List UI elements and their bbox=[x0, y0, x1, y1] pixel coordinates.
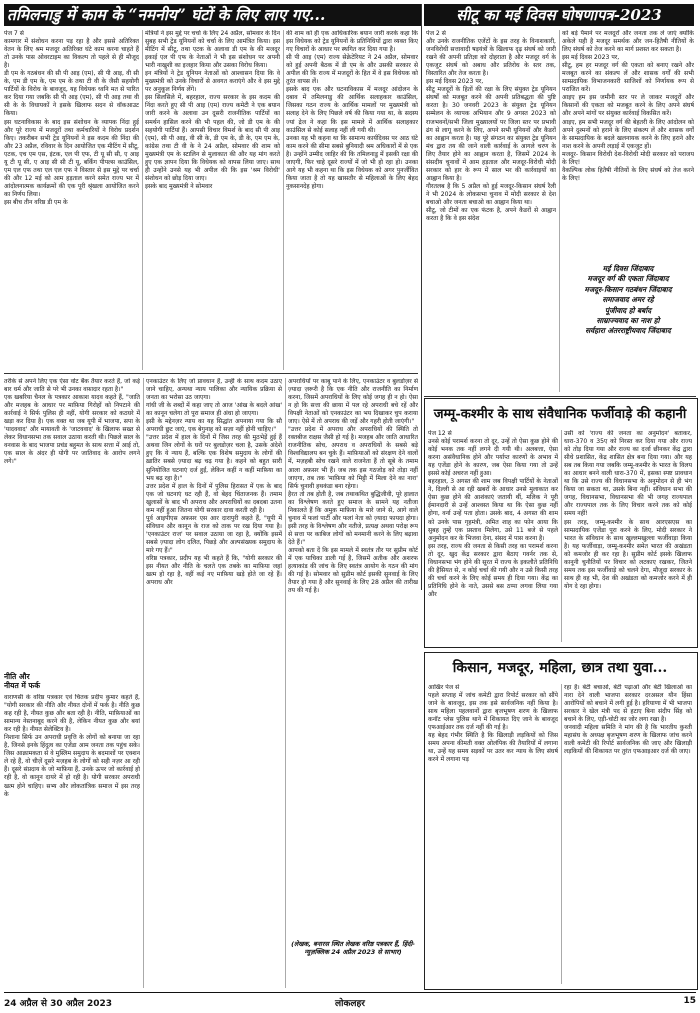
jk-article-col1: पेज 12 से उनसे कोई परामर्श करना तो दूर, उन्हें तो ऐसा कुछ होने की कोई भनक तक नहीं लगने दी गयी थी। अलबत्ता, ऐसा करना असंवैधानिक होने और पर्याप्त कारणों के अभाव में यह एजेंडा होने के कारण, जब ऐसा किया गया तो उन्हें इससे कोई अचरज नहीं हुआ। बहरहाल, 3 अगस्त की शाम जब विपक्षी पार्टियों के नेताओं ने, दिल्ली से आ रही खबरों के आधार उनसे मुलाकात कर ऐसा कुछ होने की आशंकाएं जतायी थीं, मलिक ने पूरी ईमानदारी से उन्हें आश्वस्त किया था कि ऐसा कुछ नहीं होगा, वर्ना उन्हें पता होता। उसके बाद, 4 अगस्त की शाम को उनके पास गृहमंत्री, अमित शाह का फोन आया कि सुबह तुम्हें एक प्रस्ताव मिलेगा, उसे 11 बजे से पहले अनुमोदन कर के भिजवा देना, संसद में पास करना है। इस तरह, राज्य की जनता से किसी तरह का परामर्श करना तो दूर, खुद केंद्र सरकार द्वारा बैठाए गवर्नर तक से, विधानसभा भंग होने की सूरत में राज्य के इकलौते प्रतिनिधि की हैसियत से, न कोई चर्चा की गयी और न उसे किसी तरह की चर्चा करने के लिए कोई समय ही दिया गया। केंद्र का प्रतिनिधि होने के नाते, उससे बस ठप्पा लगवा लिया गया और bbox=[428, 430, 558, 598]
jk-article-col2: उसी को 'राज्य की जनता का अनुमोदन' बताकर, धारा-370 व 35ए को निरस्त कर दिया गया और राज्य को तोड़ दिया गया और राज्य का दर्जा छीनकर केंद्र द्वारा सीधे प्रशासित, केंद्र शासित क्षेत्र बना दिया गया। और यह सब तब किया गया जबकि जम्मू-कश्मीर के भारत के विलय का आधार बनने वाली धारा-370 में, इसका स्पष्ट प्रावधान था कि उसे राज्य की विधानसभा के अनुमोदन से ही भंग किया जा सकता था, उसके बिना नहीं। संविधान सभा की जगह, विधानसभा, विधानसभा की भी जगह राज्यपाल और राज्यपाल तक के लिए विचार करने तक को कोई समय नहीं! इस तरह, जम्मू-कश्मीर के साथ आरएसएस का साम्प्रदायिक एजेंडा पूरा करने के लिए, मोदी सरकार ने भारत के संविधान के साथ खुल्लमखुल्ला फर्जीवाड़ा किया है। यह फर्जीवाड़ा, जम्मू-कश्मीर समेत भारत की अखंडता को कमजोर ही कर रहा है। सुप्रीम कोर्ट इसके खिलाफ कानूनी चुनौतियों पर विचार को लटकाए रखकर, जितने समय तक इस फर्जीवाड़े को चलने देगा, मौजूदा सरकार के साथ ही वह भी, देश की अखंडता को कमजोर करने में ही योग दे रहा होगा। bbox=[564, 430, 692, 590]
headline-kisan: किसान, मजदूर, महिला, छात्र तथा युवा... bbox=[452, 660, 668, 676]
citu-manifesto-col1: पेज 2 से और उनके राजनीतिक एजेंटों के इस तरह के विनाशकारी, जनविरोधी सत्तावादी षड़यंत्रों के खिलाफ दृढ़ संघर्ष को जारी रखने की अपनी प्रतिज्ञा को दोहराता है और मजदूर वर्ग के एकजुट संघर्ष को अबाध और प्रतिरोध के स्तर तक, विस्तारित और तेज करता है। इस मई दिवस 2023 पर, सीटू मजदूरों के हितों की रक्षा के लिए संयुक्त ट्रेड यूनियन संघर्षों को मजबूत करने की अपनी प्रतिबद्धता की पुष्टि करता है। 30 जनवरी 2023 के संयुक्त ट्रेड यूनियन सम्मेलन के व्यापक अभियान और 9 अगस्त 2023 को राजभवनों/सभी जिला मुख्यालयों पर जिला स्तर पर प्रभावी ढंग से लागू करने के लिए, अपने सभी यूनियनों और कैडरों का आह्वान करता है। यह पूरे संगठन का संयुक्त ट्रेड यूनियन मंच द्वारा तय की जाने वाली कार्रवाई के आगले चरण के लिए तैयार होने का आह्वान करता है, जिसमें 2024 के संसदीय चुनावों में आम हड़ताल और मजदूर-विरोधी मोदी सरकार को हार के रूप में साल भर की कार्रवाइयों का आह्वान किया है। गौरतलब है कि 5 अप्रैल को हुई मजदूर-किसान संघर्ष रैली ने भी 2024 के लोकसभा चुनाव में मोदी सरकार से देश बचाओ और जनता बचाओ का आह्वान किया था। सीटू, जो टीमों का एक फंटक है, अपने कैडरों से आह्वान करता है कि वे इस संदेश bbox=[426, 30, 556, 223]
niti-niyat-subhead: नीति और नीयत में फर्क bbox=[4, 672, 40, 690]
slogan: मजदूर-किसान गठबंधन जिंदाबाद bbox=[584, 284, 672, 294]
kisan-article-col1: आखिर पेज से पहले सप्ताह में जांच कमेटी द्वारा रिपोर्ट सरकार को सौंपे जाने के बावजूद, इस तक इसे सार्वजनिक नहीं किया है। साथ महिला पहलवानों द्वारा बृजभूषण शरण के खिलाफ कनॉट प्लेस पुलिस थाने में शिकायत दिए जाने के बावजूद एफआईआर तक दर्ज नहीं की गई है। यह बेहद गंभीर स्थिति है कि खिलाड़ी लड़कियों को जिस समय अपना कीमती वक्त ओलंपिक की तैयारियों में लगाना था, उन्हें यह समय सड़कों पर उतर कर न्याय के लिए संघर्ष करने में लगाना पड़ bbox=[428, 684, 558, 764]
up-article-col1b: वाराणसी के वरिष्ठ पत्रकार एवं चिंतक प्रदीप कुमार कहते हैं, "योगी सरकार की नीति और नीयत दोनों में फर्क है। नीति कुछ कह रही है, नीयत कुछ और बता रही है। नीति, माफ़ियाओं का सामान्य नेस्तनाबूद करने की है, लेकिन नीयत कुछ और बयां कर रही है। नीयत सेलेक्टिव है। निशाना सिर्फ उन अपराधी प्रवृत्ति के लोगों को बनाया जा रहा है, जिनसे इनके हिंदुत्व का एजेंडा आम जनता तक पहुंच सके। जिस आक्रामकता से वे मुस्लिम समुदाय के बदमाशों पर एक्शन ले रहे हैं, वो चीज़ें दूसरे मज़हब के लोगों को सही नज़र आ रही हैं। दूसरे संप्रदाय के जो माफ़िया हैं, उनके ऊपर जो कार्रवाई हो रही है, वो कानून दायरे में हो रही है। योगी सरकार अपराधी खत्म होने चाहिए। सभ्य और लोकतांत्रिक समाज में इस तरह के bbox=[4, 694, 140, 798]
footer-date: 24 अप्रैल से 30 अप्रैल 2023 bbox=[4, 999, 113, 1009]
up-article-col1a: तरीके से अपने लिए एक ऐसा वोट बैंक तैयार करते हैं, जो कई बार धर्म और जाति से परे भी उनका वफ़ादार रहता है।" एक खबरिया चैनल के पत्रकार आकाश यादव कहते हैं, "जाति और मजहब के आधार पर माफ़िया गिरोहों को निपटाने की कार्रवाई ने सिर्फ पुलिस ही नहीं, योगी सरकार को कठघरे में खड़ा कर दिया है। एक वक्त था जब यूपी में भाजपा, सपा के 'यादववाद' और मायावती के 'जाटववाद' के खिलाफ सख्त से लेकर विधानसभा तक सवाल उठाया करती थी। पिछले साल के वनवास के बाद भाजपा प्रचंड बहुमत के साथ सत्ता में आई तो, एक साल के अंदर ही योगी पर जातिवाद के आरोप लगने लगे।" bbox=[4, 378, 140, 466]
slogan: सर्वहारा अंतरराष्ट्रीयवाद जिंदाबाद bbox=[585, 326, 671, 336]
citu-slogans bbox=[562, 264, 694, 388]
footer-paper-name: लोकलहर bbox=[335, 999, 365, 1009]
slogan: पूंजीवाद हो बर्बाद bbox=[604, 305, 652, 315]
slogan: साम्राज्यवाद का नाश हो bbox=[596, 316, 660, 326]
headline-citu-manifesto: सीटू का मई दिवस घोषणापत्र-2023 bbox=[424, 4, 694, 26]
tamil-article-col2: मंत्रियों ने इस मुद्दे पर चर्चा के लिए 24 अप्रैल, सोमवार के दिन सुबह सभी ट्रेड यूनियनों को चर्चा के लिए आमंत्रित किया। इस मीटिंग में सीटू, तथा एटक के अलावा डी एम के की मजदूर इकाई एल पी एफ के नेताओं ने भी इस संशोधन पर अपनी भारी नाखुशी का इजहार किया और उसका विरोध किया। इन मंत्रियों ने ट्रेड यूनियन नेताओं को आश्वासन दिया कि वे मुख्यमंत्री को उनके विचारों से अवगत कराएंगे और वे इस मुद्दे पर अनुकूल निर्णय लेंगे। इस सिलसिले में, बहरहाल, राज्य सरकार के इस कदम की निंदा करते हुए सी पी आइ (एम) राज्य कमेटी ने एक बयान जारी करने के अलावा उन दूसरी राजनीतिक पार्टियों का समर्थन हासिल करने की भी पहल की, जो डी एम के की सहयोगी पार्टियां हैं। आपसी विचार विमर्श के बाद सी पी आइ (एम), सी पी आइ, वी सी के, डी एम के, डी के, एम एम के, कांग्रेस तथा टी वी के ने 24 अप्रैल, सोमवार की शाम को मुख्यमंत्री एम के स्टालिन से मुलाकात की और यह मांग करते हुए एक ज्ञापन दिया कि विधेयक को वापस लिया जाए। साथ ही उन्होंने उनसे यह भी अपील की कि इस 'श्रम विरोधी' संशोधन को छोड़ दिया जाए। इसके बाद मुख्यमंत्री ने सोमवार bbox=[145, 30, 280, 190]
footer-page-number: 15 bbox=[683, 996, 696, 1006]
headline-tamilnadu: तमिलनाडु में काम के “नमनीय” घंटों के लिए लाए गए... bbox=[4, 4, 421, 26]
slogan: मजदूर वर्ग की एकता जिंदाबाद bbox=[587, 274, 669, 284]
up-article-col2: एनकाउंटर के लिए जो प्रावधान हैं, उन्हीं के साथ कदम उठाए जाने चाहिए, अन्यथा न्याय पालिका और न्यायिक प्रक्रिया से जनता का भरोसा उठ जाएगा। गांधी जी के शब्दों में कहा जाए तो आज 'आंख के बदले आंख' का कानून चलेगा तो पूरा समाज ही अंधा हो जाएगा। इसी के मद्देनज़र न्याय का यह सिद्धांत अपनाया गया कि सौ अपराधी छूट जाएं, एक बेगुनाह को सज़ा नहीं होनी चाहिए।" "उत्तर प्रदेश में हाल के दिनों में जिस तरह की मुठभेड़ें हुई हैं अथवा जिन लोगों के घरों पर बुलडोज़र चला है, उसके अंदेशे हुए कि ये न्याय हैं, बल्कि एक विशेष समुदाय के लोगों की ख़ातिर सबसे ज़्यादा बढ़ चढ़ गया है। कहने को बहुत सारी सुनियोजित घटनाएं दर्ज हुईं, लेकिन कहीं न कहीं माफ़िया का भय बढ़ रहा है।" उत्तर प्रदेश में हाल के दिनों में पुलिस हिरासत में एक के बाद एक जो घटनाएं घट रही हैं, वो बेहद चिंताजनक हैं। तमाम खुलासों के बाद भी अपराध और अपराधियों का दबदबा उतना कम नहीं हुआ जितना योगी सरकार दावा करती रही है। पूर्व आइपीएस अफ़सर एस आर दारापुरी कहते हैं, "यूपी में संविधान और कानून के राज को ताक पर रख दिया गया है। 'एनकाउंटर राज' पर सवाल उठाया जा रहा है, क्योंकि इसमें सबसे ज़्यादा लोग दलित, पिछड़े और अल्पसंख्यक समुदाय के मारे गए हैं।" वरिष्ठ पत्रकार, प्रदीप यह भी कहते हैं कि, "योगी सरकार की इस नीयत और नीति के चलते एक तबके का माफ़िया जहां खत्म हो रहा है, वहीं कई नए माफ़िया खड़े होते जा रहे हैं। अपराध और bbox=[146, 378, 282, 587]
headline-jk: जम्मू-कश्मीर के साथ संवैधानिक फर्जीवाड़े की कहानी bbox=[433, 407, 687, 422]
tamil-article-col3: की शाम को ही एक आधिकारिक बयान जारी करके कहा कि इस विधेयक को ट्रेड यूनियनों के प्रतिनिधियों द्वारा व्यक्त किए गए विचारों के आधार पर स्थगित कर दिया गया है। सी पी आइ (एम) राज्य सेक्रेटेरियट ने 24 अप्रैल, सोमवार को हुई अपनी बैठक में डी एम के और उसकी सरकार से अपील की कि राज्य में मजदूरों के हित में वे इस विधेयक को तुरंत वापस लें। इसके बाद एक और घटनाविकास में मजदूर आंदोलन के दबाव में तमिलनाडु की आर्थिक सलाहकार काउंसिल, जिसका गठन राज्य के आर्थिक मामलों पर मुख्यमंत्री को सलाह देने के लिए पिछले वर्ष की किया गया था, के सदस्य ज्यां द्रेज ने कहा कि इस मामले में आर्थिक सलाहकार काउंसिल से कोई सलाह नहीं ली गयी थी। उनका यह भी कहना था कि सामान्य कार्यदिवस पर आठ घंटे काम करने की सीमा सबसे बुनियादी श्रम अधिकारों में से एक है। उन्होंने उम्मीद जाहिर की कि तमिलनाडु में इसकी रक्षा की जाएगी, फिर चाहे दूसरे राज्यों में जो भी हो रहा हो। उनका आगे यह भी कहना था कि इस विधेयक को अगर पुनर्जीवित किया जाता है तो यह खासतौर से महिलाओं के लिए बेहद नुकसानदेह होगा। bbox=[286, 30, 418, 190]
up-article-credit: (लेखक, बनारस स्थित लेखक वरिष्ठ पत्रकार हैं, हिंदी-न्यूज़क्लिक 24 अप्रैल 2023 से साभार) bbox=[291, 940, 415, 957]
slogan: मई दिवस जिंदाबाद bbox=[602, 264, 654, 273]
tamil-article-col1: पेज 7 से कामगार में संशोधन करना पड़ रहा है और इससे अतिरिक्त वेतन के लिए श्रम मजदूर अतिरिक्त घंटे काम करना चाहते हैं तो उनके पास ओवरटाइम का विकल्प तो पहले से ही मौजूद है। डी एम के गठबंधन की सी पी आइ (एम), सी पी आइ, वी सी के, एम डी एम के, एम एम के तथा टी वी के जैसी सहयोगी पार्टियों के विरोध के बावजूद, यह विधेयक ध्वनि मत से पारित कर दिया गया जबकि सी पी आइ (एम), सी पी आइ तथा वी सी के के विधायकों ने इसके खिलाफ सदन से वॉकआउट किया। इस घटनाविकास के बाद इस संशोधन के व्यापक निंदा हुई और पूरे राज्य में मजदूरों तथा कर्मचारियों ने विरोध प्रदर्शन किए। तकरीबन सभी ट्रेड यूनियनों ने इस कदम की निंदा की और 23 अप्रैल, रविवार के दिन आयोजित एक मीटिंग में सीटू, एटक, एच एम एस, इंटक, एल पी एफ, टी यू सी सी, ए आइ यू टी यू सी, ए आइ सी सी टी यू, बर्किंग पीपल्स काउंसिल, एम एल एफ तथा एल एल एफ ने विस्तार से इस मुद्दे पर चर्चा की और 12 मई को आम हड़ताल करने समेत राज्य भर में आंदोलनात्मक कार्यक्रमों की एक पूरी श्रृंखला आयोजित करने का निर्णय लिया। इस बीच तीन वरिष्ठ डी एम के bbox=[4, 30, 139, 206]
up-article-col3: अपराधियों पर काबू पाने के लिए, एनकाउंटर व बुलडोज़र से ज़्यादा ज़रूरी है कि एक नीति और राजनीति का निर्माण करना, जिसमें अपराधियों के लिए कोई जगह ही न हो। ऐसा न हो कि सत्ता की छाया में पल रहे अपराधी बचे रहें और विपक्षी नेताओं को एनकाउंटर का भय दिखाकर चुप कराया जाए। ऐसे में तो अपराध की जड़ें और गहरी होती जाएंगी।" "उत्तर प्रदेश में अपराध और अपराधियों की स्थिति तो रक्तबीज राक्षस जैसी हो गई है। मजहब और जाति आधारित राजनीतिक सोच, अपराध व अपराधियों के सबसे बड़े विश्वविद्यालय बन चुके हैं। माफ़ियाओं को संरक्षण देने वालों में, मज़हबी सोच रखने वाले राजनेता हैं तो सूबे के तमाम आला अफ़सर भी हैं। जब तक इस गठजोड़ को तोड़ा नहीं जाएगा, तब तक 'माफ़िया को मिट्टी में मिला देने का नारा' सिर्फ चुनावी हथकंडा बना रहेगा। हैरत तो तब होती है, जब तथाकथित बुद्धिजीवी, पूरे हालात का विश्लेषण करते हुए समाज के सामने यह नतीजा निकालते हैं कि अमुक माफ़िया के मारे जाने से, आगे वाले चुनाव में फलां पार्टी और फलां नेता को ज़्यादा फायदा होगा। इसी तरह के विश्लेषण और नतीजे, प्रत्यक्ष अथवा परोक्ष रूप से सत्ता पर काबिज लोगों को मनमानी करने के लिए बढ़ावा देते हैं।" आपको बता दें कि इस मामले में स्वतंत्र तौर पर सुप्रीम कोर्ट में एक याचिका डाली गई है, जिसमें अतीक और अशरफ हत्याकांड की जांच के लिए स्वतंत्र आयोग के गठन की मांग की गई है। सोमवार को सुप्रीम कोर्ट इसकी सुनवाई के लिए तैयार हो गया है और सुनवाई के लिए 28 अप्रैल की तारीख तय की गई है। bbox=[288, 378, 418, 595]
kisan-article-col2: रहा है। बेटी बचाओ, बेटी पढ़ाओ और बेटी खिलाओ का नारा देने वाली भाजपा सरकार दरअसल यौन हिंसा आरोपियों को बचाने में लगी हुई है। हरियाणा में भी भाजपा सरकार ने खेल मंत्री पद से हटाए बिना संदीप सिंह को बचाने के लिए, एड़ी-चोटी का जोर लगा रखा है। जनवादी महिला समिति ने मांग की है कि भारतीय कुश्ती महासंघ के अध्यक्ष बृजभूषण शरण के खिलाफ जांच करने वाली कमेटी की रिपोर्ट सार्वजनिक की जाए और खिलाड़ी लड़कियों की शिकायत पर तुरंत एफआइआर दर्ज की जाए। bbox=[564, 684, 692, 756]
slogan: समाजवाद अमर रहे bbox=[602, 295, 654, 305]
citu-manifesto-col2: को बड़े पैमाने पर मजदूरों और जनता तक ले जाएं क्योंकि अकेले यही है मजदूर समर्थक और जन-हितैषी नीतियों के लिए संघर्ष को तेज करने का मार्ग प्रशस्त कर सकता है। इस मई दिवस 2023 पर, सीटू, हम हर मजदूर वर्ग की एकता को बनाए रखने और मजबूत करने का संकल्प लें और शासक वर्गों की सभी साम्प्रदायिक विभाजनकारी साजिशों को निर्णायक रूप से पराजित करें। आइए हम इस जमीनी स्तर पर ले जाकर मजदूरों और किसानों की एकता को मजबूत करने के लिए अपने संघर्ष और अपने मांगों पर संयुक्त कार्रवाई विकसित करें। आइए, हम सभी मजदूर वर्ग की बेहतरी के लिए आंदोलन को अपने दुश्मनों को हराने के लिए संकल्प लें और शासक वर्गों के साम्प्रदायिक के बदले खलनायक करने के लिए हराने और नाश करने के अपनी लड़ाई में एकजुट हों। मजदूर- किसान विरोधी देश-विरोधी मोदी सरकार को पराजय के लिए! वैकल्पिक लोक हितैषी नीतियों के लिए संघर्ष को तेज करने के लिए! bbox=[562, 30, 694, 182]
